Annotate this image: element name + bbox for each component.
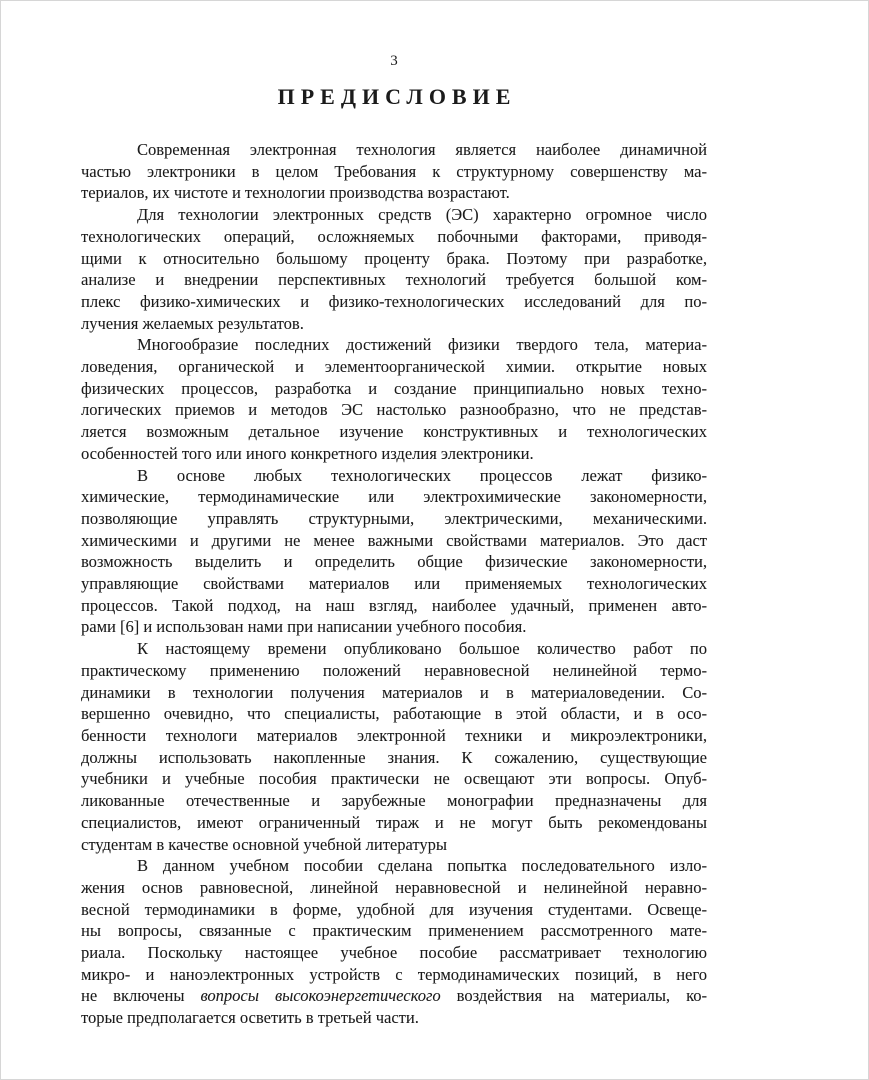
text-line: динамики в технологии получения материалов и в материаловедении. Со- (81, 682, 707, 702)
text-line: ликованные отечественные и зарубежные монографии предназначены для (81, 791, 707, 811)
text-line: вершенно очевидно, что специалисты, работающие в этой области, и в осо- (81, 704, 707, 724)
text-line: технологических операций, осложняемых побочными факторами, приводя- (81, 226, 707, 246)
text-line: Для технологии электронных средств (ЭС) характерно огромное число (137, 205, 707, 225)
paragraph (81, 465, 707, 639)
text-line: анализе и внедрении перспективных технологий требуется большой ком- (81, 270, 707, 290)
page-title: ПРЕДИСЛОВИЕ (277, 84, 517, 109)
text-line: ловедения, органической и элементоорганической химии. открытие новых (81, 357, 707, 377)
text-line: щими к относительно большому проценту брака. Поэтому при разработке, (81, 248, 707, 268)
text-line: ны вопросы, связанные с практическим применением рассмотренного мате- (81, 921, 707, 941)
text-line: лучения желаемых результатов. (81, 313, 304, 333)
text-line: химические, термодинамические или электрохимические закономерности, (81, 487, 707, 507)
text-line: процессов. Такой подход, на наш взгляд, наиболее удачный, применен авто- (81, 595, 707, 615)
text-line: териалов, их чистоте и технологии производства возрастают. (81, 183, 510, 203)
text-line: логических приемов и методов ЭС настолько разнообразно, что не представ- (81, 400, 707, 420)
paragraph (81, 855, 707, 1029)
text-line: торые предполагается осветить в третьей части. (81, 1008, 419, 1028)
text-line: микро- и наноэлектронных устройств с термодинамических позиций, в него (81, 964, 707, 984)
text-line: учебники и учебные пособия практически не освещают эти вопросы. Опуб- (81, 769, 707, 789)
text-line: химическими и другими не менее важными свойствами материалов. Это даст (81, 530, 707, 550)
text-line: особенностей того или иного конкретного изделия электроники. (81, 443, 534, 463)
text-line: К настоящему времени опубликовано большое количество работ по (137, 639, 707, 659)
text-line: должны использовать накопленные знания. К сожалению, существующие (81, 747, 707, 767)
text-line: частью электроники в целом Требования к структурному совершенству ма- (81, 161, 707, 181)
text-line: управляющие свойствами материалов или применяемых технологических (81, 574, 707, 594)
text-line: весной термодинамики в форме, удобной для изучения студентами. Освеще- (81, 899, 707, 919)
text-line: плекс физико-химических и физико-технологических исследований для по- (81, 291, 707, 311)
text-line: риала. Поскольку настоящее учебное пособие рассматривает технологию (81, 943, 707, 963)
text-line: практическому применению положений неравновесной нелинейной термо- (81, 660, 707, 680)
text-line: бенности технологи материалов электронной техники и микроэлектроники, (81, 725, 707, 745)
text-segment: воздействия на материалы, ко- (440, 986, 707, 1006)
paragraph (81, 334, 707, 464)
paragraph (81, 638, 707, 855)
text-line: физических процессов, разработка и создание принципиально новых техно- (81, 378, 707, 398)
body-text (81, 139, 707, 1029)
text-segment: не включены (81, 986, 201, 1006)
text-line: В основе любых технологических процессов лежат физико- (137, 465, 707, 485)
text-line: рами [6] и использован нами при написании учебного пособия. (81, 617, 527, 637)
text-line: Многообразие последних достижений физики твердого тела, материа- (137, 335, 707, 355)
text-line: студентам в качестве основной учебной литературы (81, 834, 447, 854)
paragraph (81, 139, 707, 204)
text-line: специалистов, имеют ограниченный тираж и не могут быть рекомендованы (81, 812, 707, 832)
page-number: 3 (390, 53, 398, 69)
text-line: Современная электронная технология является наиболее динамичной (137, 140, 707, 159)
paragraph (81, 204, 707, 334)
text-line: ляется возможным детальное изучение конструктивных и технологических (81, 422, 707, 442)
text-line: возможность выделить и определить общие физические закономерности, (81, 552, 707, 572)
text-line: В данном учебном пособии сделана попытка последовательного изло- (137, 856, 707, 876)
text-line (81, 985, 707, 1007)
italic-text-segment: вопросы высокоэнергетического (200, 986, 441, 1006)
text-line: жения основ равновесной, линейной неравновесной и нелинейной неравно- (81, 877, 707, 897)
text-line: позволяющие управлять структурными, электрическими, механическими. (81, 508, 707, 528)
